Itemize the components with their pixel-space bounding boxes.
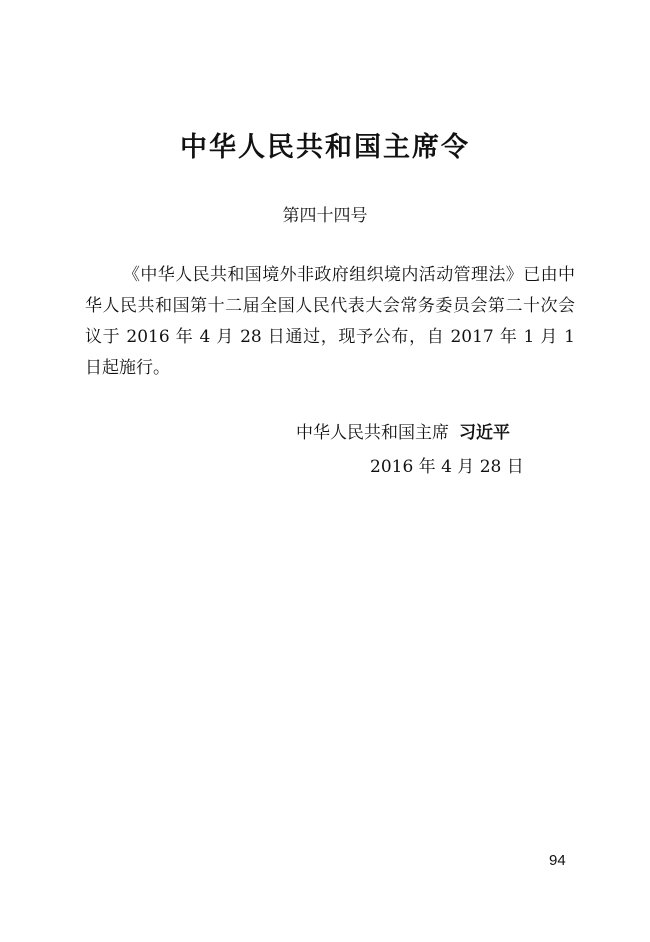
issue-date: 2016 年 4 月 28 日 [370, 457, 524, 477]
page-number: 94 [549, 852, 566, 869]
signature-name: 习近平 [459, 423, 510, 443]
page-title: 中华人民共和国主席令 [180, 132, 470, 163]
body-paragraph: 《中华人民共和国境外非政府组织境内活动管理法》已由中华人民共和国第十二届全国人民代表大会常务委员会第二十次会议于 2016 年 4 月 28 日通过，现予公布，自 2017 年 1 月 1 日起施行。 [85, 265, 575, 378]
order-number: 第四十四号 [282, 206, 368, 226]
signature-line [296, 418, 510, 443]
signature-position: 中华人民共和国主席 [296, 423, 449, 443]
